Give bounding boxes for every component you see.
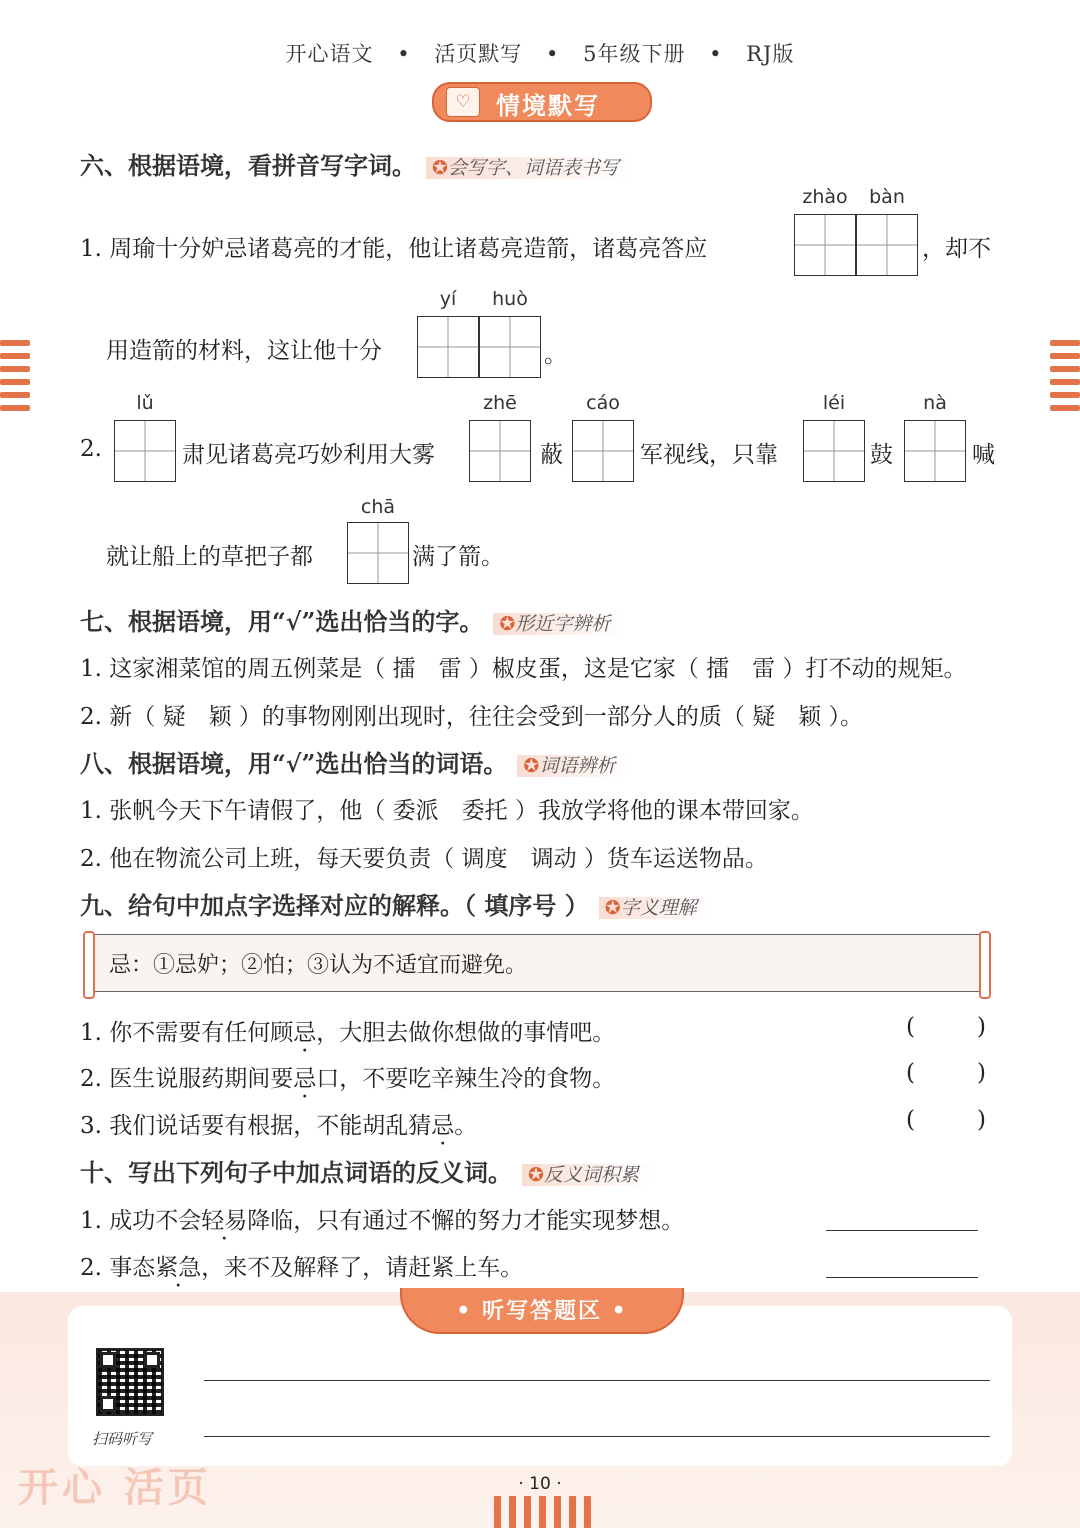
section8-heading: 八、根据语境，用“√”选出恰当的词语。 xyxy=(80,749,508,778)
section9-tag-text: 字义理解 xyxy=(620,897,697,919)
pinyin-ban: bàn xyxy=(869,186,905,208)
header-separator: • xyxy=(546,42,560,66)
answer-line[interactable] xyxy=(826,1230,978,1231)
answer-paren[interactable] xyxy=(906,1107,986,1133)
section10-tag-text: 反义词积累 xyxy=(543,1164,639,1186)
section8-tag xyxy=(517,755,629,777)
section-banner xyxy=(432,82,652,122)
s9-q1-post: ，大胆去做你想做的事情吧。 xyxy=(316,1020,616,1046)
page-number: · 10 · xyxy=(518,1474,562,1494)
pinyin-yi: yí xyxy=(439,288,457,310)
answer-box[interactable] xyxy=(803,420,865,482)
page-header xyxy=(0,38,1080,68)
answer-box[interactable] xyxy=(904,420,966,482)
answer-box[interactable] xyxy=(856,214,918,276)
pinyin-lu: lǔ xyxy=(136,392,154,414)
s10-q1-post: 降临，只有通过不懈的努力才能实现梦想。 xyxy=(247,1208,685,1234)
pinyin-huo: huò xyxy=(492,288,528,310)
s9-q2-post: 口，不要吃辛辣生冷的食物。 xyxy=(316,1066,616,1092)
tag-bullet-icon: ✪ xyxy=(523,755,540,777)
pinyin-zhe: zhē xyxy=(483,392,517,414)
qr-finder xyxy=(144,1352,160,1368)
s8-q2[interactable]: 2. 他在物流公司上班，每天要负责（ 调度 调动 ）货车运送物品。 xyxy=(80,846,768,872)
s9-q1-pre: 1. 你不需要有任何顾 xyxy=(80,1020,294,1046)
section7-tag-text: 形近字辨析 xyxy=(515,613,611,635)
qr-code-icon[interactable] xyxy=(96,1348,164,1416)
section7-heading: 七、根据语境，用“√”选出恰当的字。 xyxy=(80,607,484,636)
s10-q2-pre: 2. 事态 xyxy=(80,1255,156,1281)
answer-paren[interactable] xyxy=(906,1014,986,1040)
s10-q1-dotted-word: 轻易 xyxy=(201,1208,248,1234)
section6-heading: 六、根据语境，看拼音写字词。 xyxy=(80,151,416,180)
section6-title xyxy=(80,146,633,181)
answer-area-tab xyxy=(400,1288,684,1334)
s6-q2-text-g: 满了箭。 xyxy=(412,544,504,570)
s9-q1 xyxy=(80,1014,615,1047)
s6-q1-text-a: 1. 周瑜十分妒忌诸葛亮的才能，他让诸葛亮造箭，诸葛亮答应 xyxy=(80,236,708,262)
section9-tag xyxy=(599,897,711,919)
header-separator: • xyxy=(397,42,411,66)
s9-q3-dotted-char: 忌 xyxy=(431,1113,455,1139)
dictation-line[interactable] xyxy=(204,1436,990,1437)
tag-bullet-icon: ✪ xyxy=(432,157,448,179)
s10-q2 xyxy=(80,1249,523,1282)
right-edge-strips xyxy=(1050,340,1080,418)
paren-right: ) xyxy=(977,1107,986,1133)
pinyin-na: nà xyxy=(923,392,947,414)
answer-box[interactable] xyxy=(469,420,531,482)
section10-tag xyxy=(522,1164,653,1186)
brand-logo: 开心 活页 xyxy=(18,1465,212,1511)
answer-box[interactable] xyxy=(417,316,479,378)
answer-box[interactable] xyxy=(347,522,409,584)
s6-q1-text-b: ，却不 xyxy=(922,236,991,262)
bottom-strips xyxy=(494,1496,591,1528)
answer-box[interactable] xyxy=(479,316,541,378)
s6-q2-text-c: 军视线，只靠 xyxy=(640,442,778,468)
scroll-end-left xyxy=(83,931,95,999)
s9-q3 xyxy=(80,1107,477,1140)
tag-bullet-icon: ✪ xyxy=(499,613,516,635)
paren-right: ) xyxy=(977,1060,986,1086)
answer-paren[interactable] xyxy=(906,1060,986,1086)
answer-area-title: • 听写答题区 • xyxy=(456,1298,628,1324)
section8-tag-text: 词语辨析 xyxy=(539,755,616,777)
qr-caption: 扫码听写 xyxy=(92,1430,153,1448)
heart-book-icon: ♡ xyxy=(446,87,480,117)
s6-q2-text-b: 蔽 xyxy=(540,442,563,468)
dictation-line[interactable] xyxy=(204,1380,990,1381)
s6-q1-text-d: 。 xyxy=(544,342,567,368)
answer-box[interactable] xyxy=(114,420,176,482)
section10-title xyxy=(80,1153,653,1188)
paren-left: ( xyxy=(906,1014,915,1040)
section6-tag-text: 会写字、词语表书写 xyxy=(447,157,619,179)
section6-tag xyxy=(426,157,633,179)
section8-title xyxy=(80,744,629,779)
qr-finder xyxy=(100,1352,116,1368)
s9-q2 xyxy=(80,1060,615,1093)
banner-title: 情境默写 xyxy=(496,91,600,120)
grade-title: 5年级下册 xyxy=(583,42,686,66)
edition-title: RJ版 xyxy=(746,42,795,66)
s9-q3-pre: 3. 我们说话要有根据，不能胡乱猜 xyxy=(80,1113,432,1139)
pinyin-cha: chā xyxy=(360,496,396,518)
left-edge-strips xyxy=(0,340,30,418)
paren-left: ( xyxy=(906,1060,915,1086)
s10-q1 xyxy=(80,1202,684,1235)
section7-tag xyxy=(493,613,624,635)
s8-q1[interactable]: 1. 张帆今天下午请假了，他（ 委派 委托 ）我放学将他的课本带回家。 xyxy=(80,798,814,824)
s7-q1[interactable]: 1. 这家湘菜馆的周五例菜是（ 擂 雷 ）椒皮蛋，这是它家（ 擂 雷 ）打不动的规矩。 xyxy=(80,656,967,682)
header-separator: • xyxy=(709,42,723,66)
s6-q2-num: 2. xyxy=(80,436,102,462)
s10-q2-dotted-word: 紧急 xyxy=(155,1255,202,1281)
s9-q2-pre: 2. 医生说服药期间要 xyxy=(80,1066,294,1092)
paren-right: ) xyxy=(977,1014,986,1040)
book-title: 开心语文 xyxy=(285,42,374,66)
answer-box[interactable] xyxy=(794,214,856,276)
pinyin-zhao: zhào xyxy=(802,186,848,208)
section7-title xyxy=(80,602,624,637)
answer-line[interactable] xyxy=(826,1277,978,1278)
pinyin-lei: léi xyxy=(822,392,846,414)
s10-q2-post: ，来不及解释了，请赶紧上车。 xyxy=(201,1255,524,1281)
definition-box xyxy=(86,934,988,992)
s7-q2[interactable]: 2. 新（ 疑 颖 ）的事物刚刚出现时，往往会受到一部分人的质（ 疑 颖 ）。 xyxy=(80,704,863,730)
s6-q2-text-d: 鼓 xyxy=(870,442,893,468)
s9-q3-post: 。 xyxy=(454,1113,478,1139)
s9-q2-dotted-char: 忌 xyxy=(293,1066,317,1092)
section10-heading: 十、写出下列句子中加点词语的反义词。 xyxy=(80,1158,512,1187)
tag-bullet-icon: ✪ xyxy=(528,1164,544,1186)
section9-heading: 九、给句中加点字选择对应的解释。（ 填序号 ） xyxy=(80,891,589,920)
s9-q1-dotted-char: 忌 xyxy=(293,1020,317,1046)
answer-box[interactable] xyxy=(572,420,634,482)
s6-q2-text-a: 肃见诸葛亮巧妙利用大雾 xyxy=(182,442,435,468)
s6-q1-text-c: 用造箭的材料，这让他十分 xyxy=(106,338,382,364)
series-title: 活页默写 xyxy=(434,42,523,66)
section9-title xyxy=(80,886,711,921)
paren-left: ( xyxy=(906,1107,915,1133)
pinyin-cao: cáo xyxy=(586,392,620,414)
s6-q2-text-f: 就让船上的草把子都 xyxy=(106,544,313,570)
qr-finder xyxy=(100,1396,116,1412)
definition-text: 忌：①忌妒；②怕；③认为不适宜而避免。 xyxy=(109,953,528,978)
scroll-end-right xyxy=(979,931,991,999)
s6-q2-text-e: 喊 xyxy=(972,442,995,468)
tag-bullet-icon: ✪ xyxy=(604,897,621,919)
s10-q1-pre: 1. 成功不会 xyxy=(80,1208,202,1234)
